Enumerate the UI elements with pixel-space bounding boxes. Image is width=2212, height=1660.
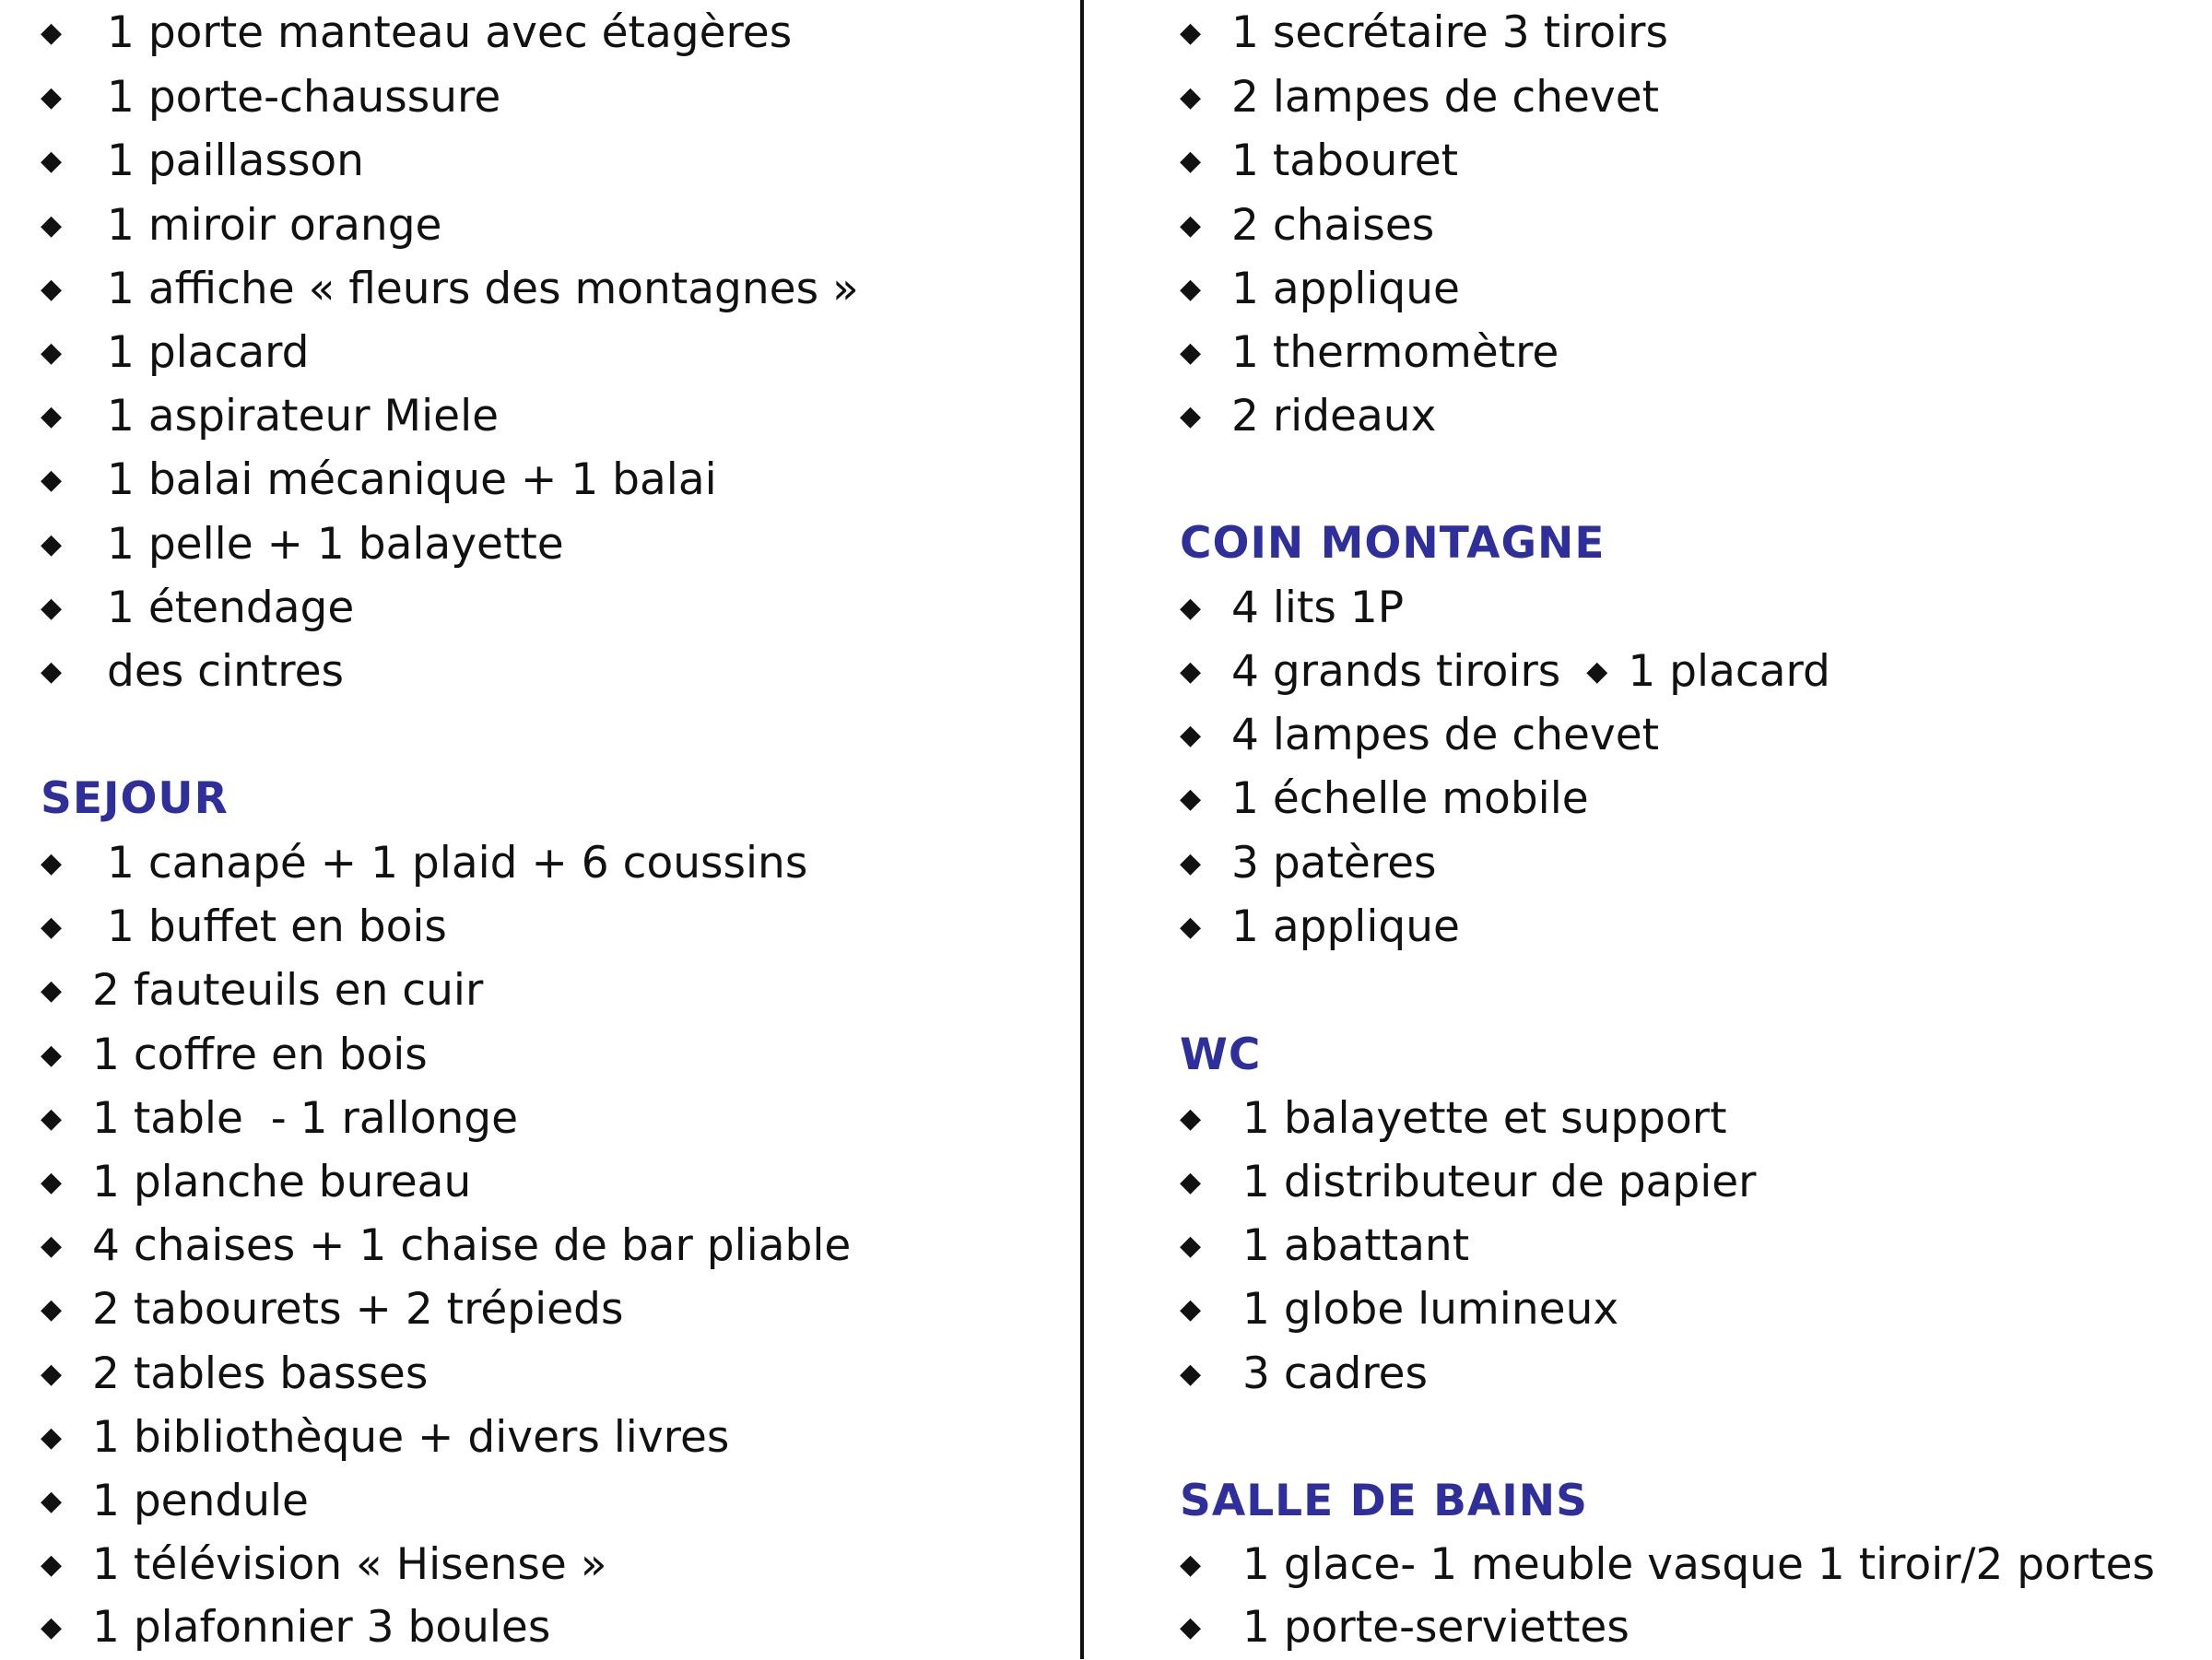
section-title-sejour: SEJOUR [41,773,229,824]
diamond-bullet-icon: ◆ [41,847,63,879]
diamond-bullet-icon: ◆ [1180,1102,1202,1135]
diamond-bullet-icon: ◆ [41,911,63,943]
diamond-bullet-icon: ◆ [1180,336,1202,369]
diamond-bullet-icon: ◆ [41,1358,63,1390]
diamond-bullet-icon: ◆ [41,1485,63,1517]
diamond-bullet-icon: ◆ [1180,847,1202,879]
list-item-text: 1 placard [1628,646,1830,697]
diamond-bullet-icon: ◆ [41,1102,63,1135]
diamond-bullet-icon: ◆ [41,1230,63,1262]
diamond-bullet-icon: ◆ [1180,783,1202,815]
diamond-bullet-icon: ◆ [41,81,63,113]
section-title-coin-montagne: COIN MONTAGNE [1180,518,1606,569]
section-title-salle-de-bains: SALLE DE BAINS [1180,1476,1588,1526]
diamond-bullet-icon: ◆ [41,592,63,624]
diamond-bullet-icon: ◆ [1180,400,1202,432]
column-divider [1080,0,1084,1659]
diamond-bullet-icon: ◆ [41,974,63,1007]
diamond-bullet-icon: ◆ [41,1293,63,1325]
diamond-bullet-icon: ◆ [41,1039,63,1071]
diamond-bullet-icon: ◆ [41,336,63,369]
diamond-bullet-icon: ◆ [1180,17,1202,49]
diamond-bullet-icon: ◆ [1180,81,1202,113]
diamond-bullet-icon: ◆ [1180,655,1202,688]
diamond-bullet-icon: ◆ [41,528,63,560]
diamond-bullet-icon: ◆ [1180,145,1202,177]
diamond-bullet-icon: ◆ [1586,655,1608,688]
diamond-bullet-icon: ◆ [1180,1230,1202,1262]
diamond-bullet-icon: ◆ [1180,719,1202,751]
diamond-bullet-icon: ◆ [41,655,63,688]
diamond-bullet-icon: ◆ [1180,1358,1202,1390]
diamond-bullet-icon: ◆ [1180,1548,1202,1581]
diamond-bullet-icon: ◆ [1180,911,1202,943]
diamond-bullet-icon: ◆ [41,1421,63,1454]
diamond-bullet-icon: ◆ [1180,592,1202,624]
diamond-bullet-icon: ◆ [1180,209,1202,241]
diamond-bullet-icon: ◆ [41,1611,63,1643]
diamond-bullet-icon: ◆ [1180,1166,1202,1198]
diamond-bullet-icon: ◆ [1180,1611,1202,1643]
diamond-bullet-icon: ◆ [41,1166,63,1198]
diamond-bullet-icon: ◆ [41,209,63,241]
diamond-bullet-icon: ◆ [41,17,63,49]
diamond-bullet-icon: ◆ [41,145,63,177]
diamond-bullet-icon: ◆ [41,273,63,305]
diamond-bullet-icon: ◆ [41,464,63,496]
diamond-bullet-icon: ◆ [41,1548,63,1581]
diamond-bullet-icon: ◆ [1180,1293,1202,1325]
diamond-bullet-icon: ◆ [41,400,63,432]
list-item-text: 4 grands tiroirs [1231,646,1561,697]
section-title-wc: WC [1180,1030,1262,1080]
diamond-bullet-icon: ◆ [1180,273,1202,305]
